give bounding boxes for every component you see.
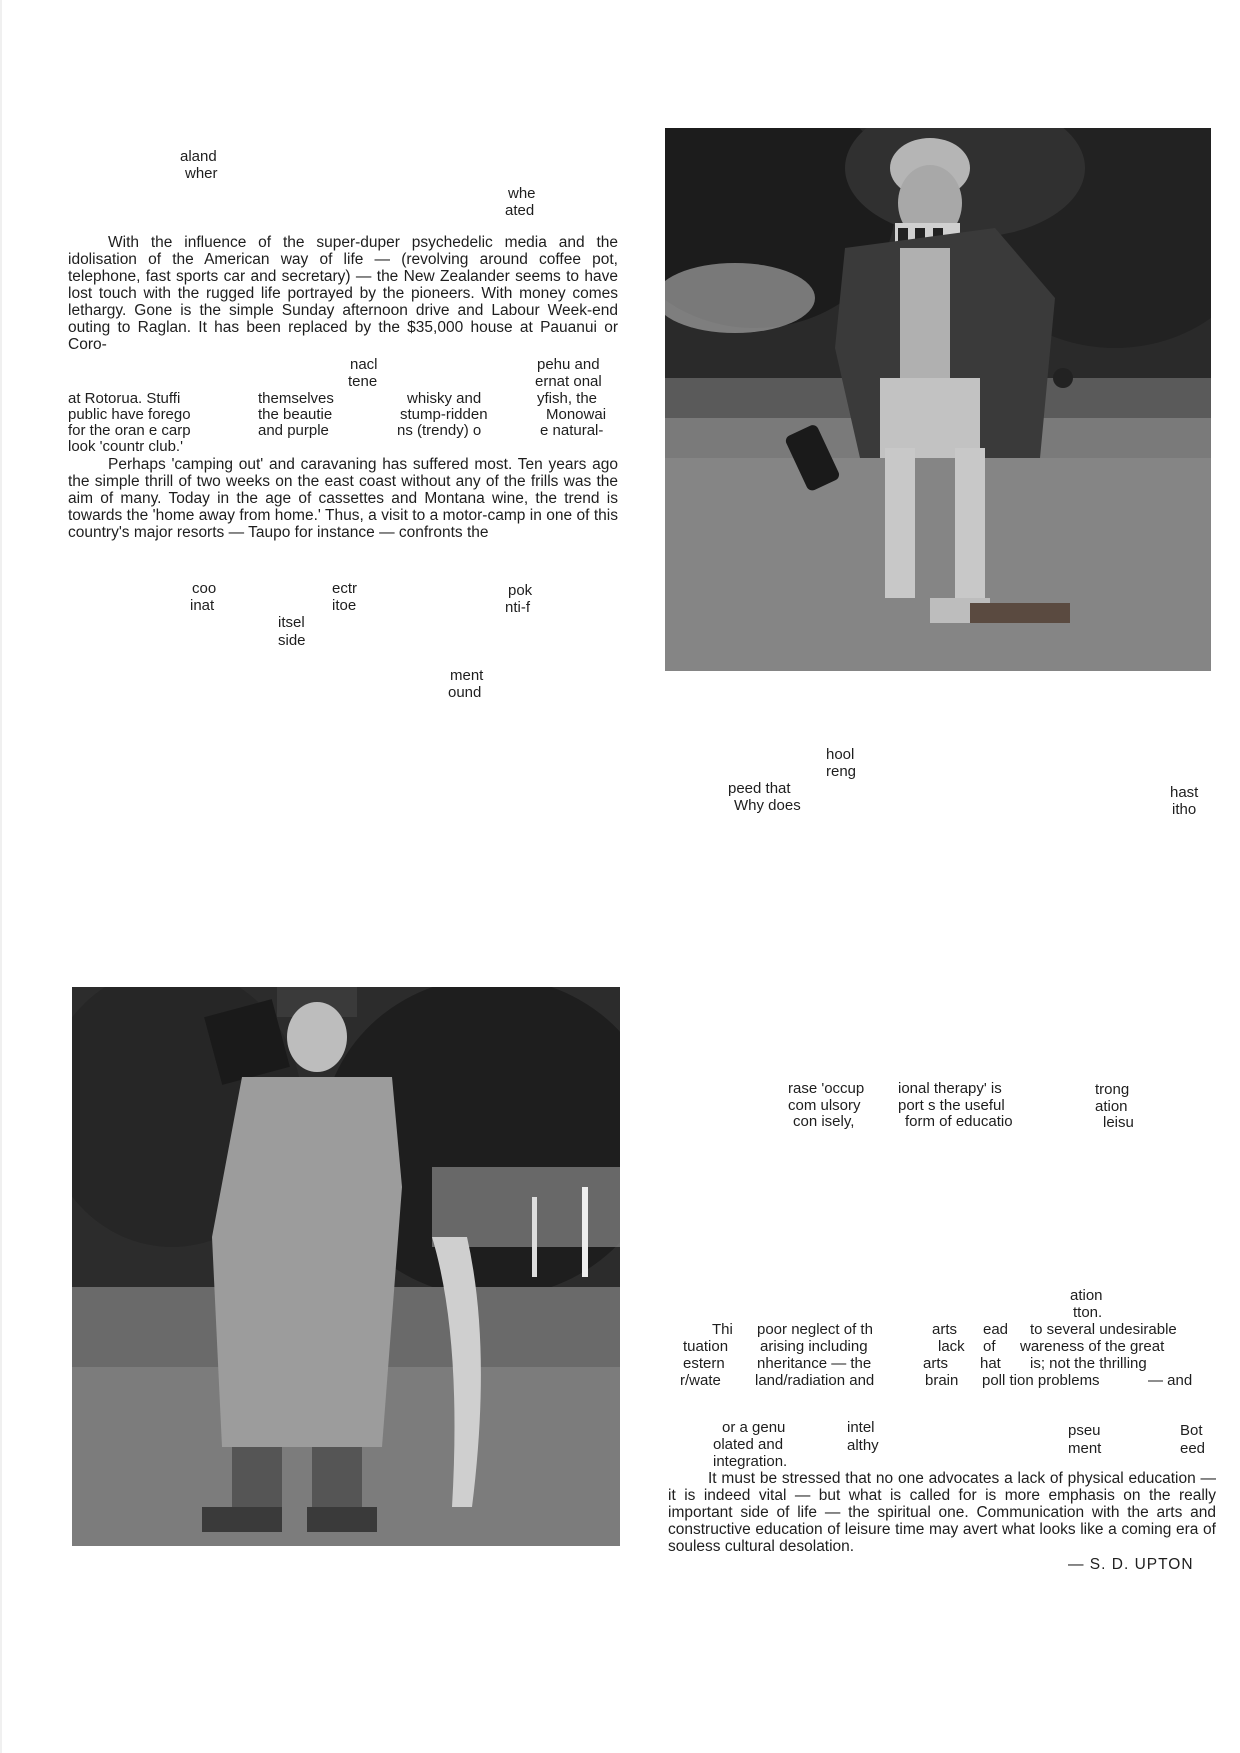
broken-line-3b: themselves xyxy=(258,390,334,407)
tail-line-1a: or a genu xyxy=(722,1419,786,1436)
closing-paragraph xyxy=(668,1470,1216,1555)
block-line-4a: r/wate xyxy=(680,1372,721,1389)
fragment-itho: itho xyxy=(1172,801,1197,818)
broken-line-5c: ns (trendy) o xyxy=(397,422,482,439)
photo-man-greatcoat-illustration xyxy=(72,987,620,1546)
broken-line-2b: ernat onal xyxy=(535,373,602,390)
broken-line-3a: at Rotorua. Stuffi xyxy=(68,390,181,407)
lower-line-2c: ation xyxy=(1095,1098,1128,1115)
block-line-1d: ead xyxy=(983,1321,1009,1338)
tail-line-1b: intel xyxy=(847,1419,875,1436)
block-line-2c: lack xyxy=(938,1338,965,1355)
block-line-1c: arts xyxy=(932,1321,958,1338)
tail-line-2d: eed xyxy=(1180,1440,1206,1457)
fragment-aland: aland xyxy=(180,148,217,165)
lower-line-1c: trong xyxy=(1095,1081,1130,1098)
broken-line-3d: yfish, the xyxy=(537,390,598,407)
fragment-reng: reng xyxy=(826,763,857,780)
fragment-ound: ound xyxy=(448,684,482,701)
fragment-wher: wher xyxy=(185,165,218,182)
block-line-4b: land/radiation and xyxy=(755,1372,875,1389)
photo-young-man-helmet-illustration xyxy=(665,128,1211,671)
block-line-1a: Thi xyxy=(712,1321,733,1338)
fragment-pok: pok xyxy=(508,582,533,599)
fragment-nti-f: nti-f xyxy=(505,599,531,616)
tail-line-1c: pseu xyxy=(1068,1422,1101,1439)
broken-line-2a: tene xyxy=(348,373,378,390)
broken-line-4d: Monowai xyxy=(546,406,607,423)
lower-line-2b: port s the useful xyxy=(898,1097,1005,1114)
lower-line-1a: rase 'occup xyxy=(788,1080,865,1097)
block-line-1b: poor neglect of th xyxy=(757,1321,873,1338)
photo-man-greatcoat xyxy=(72,987,620,1546)
block-line-2a: tuation xyxy=(683,1338,729,1355)
block-line-2d: of xyxy=(983,1338,996,1355)
paragraph-2-text: Perhaps 'camping out' and caravaning has suffered most. Ten years ago the simple thrill of two weeks on the east coast without any of the frills was the aim of many. Today in the age of cassettes and Montana wine, the trend is towards the 'home away from home.' Thus, a visit to a motor-camp in one of this country's major resorts — Taupo for instance — confronts the xyxy=(68,456,618,541)
block-line-3e: is; not the thrilling xyxy=(1030,1355,1147,1372)
tail-line-3a: integration. xyxy=(713,1453,788,1470)
fragment-ated: ated xyxy=(505,202,535,219)
author-signature: — S. D. UPTON xyxy=(1068,1556,1194,1573)
lower-line-1b: ional therapy' is xyxy=(898,1080,1002,1097)
fragment-tton: tton. xyxy=(1073,1304,1103,1321)
fragment-why-does: Why does xyxy=(734,797,801,814)
article-paragraph-2 xyxy=(68,456,618,541)
broken-line-4b: the beautie xyxy=(258,406,333,423)
fragment-peed-that: peed that xyxy=(728,780,791,797)
block-line-1e: to several undesirable xyxy=(1030,1321,1177,1338)
broken-line-1b: pehu and xyxy=(537,356,600,373)
fragment-ation: ation xyxy=(1070,1287,1103,1304)
lower-line-2a: com ulsory xyxy=(788,1097,861,1114)
block-line-4e: — and xyxy=(1148,1372,1193,1389)
lower-line-3a: con isely, xyxy=(793,1113,855,1130)
broken-line-6a: look 'countr club.' xyxy=(68,438,183,455)
block-line-4d: poll tion problems xyxy=(982,1372,1100,1389)
block-line-3b: nheritance — the xyxy=(757,1355,872,1372)
fragment-itoe: itoe xyxy=(332,597,357,614)
broken-line-5d: e natural- xyxy=(540,422,604,439)
tail-line-2a: olated and xyxy=(713,1436,784,1453)
broken-line-1a: nacl xyxy=(350,356,378,373)
fragment-hast: hast xyxy=(1170,784,1199,801)
tail-line-2b: althy xyxy=(847,1437,879,1454)
tail-line-1d: Bot xyxy=(1180,1422,1203,1439)
lower-line-3b: form of educatio xyxy=(905,1113,1013,1130)
closing-paragraph-text: It must be stressed that no one advocates a lack of physical education — it is indeed vital — but what is called for is more emphasis on the really important side of life — the spiritual one. Communication with the arts and constructive education of leisure time may avert what looks like a coming era of souless cultural desolation. xyxy=(668,1470,1216,1555)
block-line-3c: arts xyxy=(923,1355,949,1372)
block-line-3a: estern xyxy=(683,1355,725,1372)
broken-line-4a: public have forego xyxy=(68,406,191,423)
fragment-ment: ment xyxy=(450,667,484,684)
fragment-itsel: itsel xyxy=(278,614,305,631)
fragment-side: side xyxy=(278,632,306,649)
broken-line-5a: for the oran e carp xyxy=(68,422,191,439)
fragment-whe: whe xyxy=(508,185,536,202)
fragment-coo: coo xyxy=(192,580,217,597)
fragment-ectr: ectr xyxy=(332,580,358,597)
block-line-2b: arising including xyxy=(760,1338,868,1355)
fragment-hool: hool xyxy=(826,746,855,763)
paragraph-1-text: With the influence of the super-duper psychedelic media and the idolisation of the American way of life — (revolving around coffee pot, telephone, fast sports car and secretary) — the New Zealander seems to have lost touch with the rugged life portrayed by the pioneers. With money comes lethargy. Gone is the simple Sunday afternoon drive and Labour Week-end outing to Raglan. It has been replaced by the $35,000 house at Pauanui or Coro- xyxy=(68,234,618,353)
block-line-4c: brain xyxy=(925,1372,959,1389)
block-line-3d: hat xyxy=(980,1355,1001,1372)
photo-young-man-helmet xyxy=(665,128,1211,671)
broken-line-5b: and purple xyxy=(258,422,329,439)
tail-line-2c: ment xyxy=(1068,1440,1102,1457)
block-line-2e: wareness of the great xyxy=(1020,1338,1165,1355)
broken-line-4c: stump-ridden xyxy=(400,406,488,423)
broken-line-3c: whisky and xyxy=(407,390,482,407)
article-paragraph-1 xyxy=(68,234,618,353)
lower-line-3c: leisu xyxy=(1103,1114,1134,1131)
fragment-inat: inat xyxy=(190,597,215,614)
